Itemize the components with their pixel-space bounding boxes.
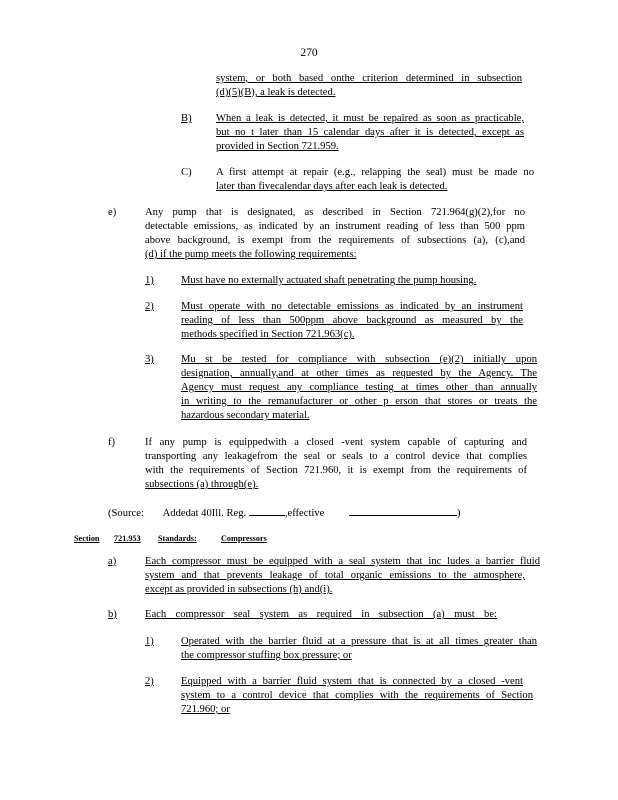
subitem-e3-text (181, 353, 537, 423)
text-line: When a leak is detected, it must be repaired as soon as practicable, (216, 113, 524, 124)
text-line: system to a control device that complies with the requirements of Section (181, 690, 533, 701)
item-a-text (145, 555, 540, 597)
text-line: Agency must request any compliance testing at times other than annually (181, 382, 537, 393)
section-standards: Standards: (158, 534, 197, 543)
text-line: designation, annually,and at other times as requested by the Agency. The (181, 368, 537, 379)
item-label-B: B) (181, 113, 192, 124)
text-line: Mu st be tested for compliance with subsection (e)(2) initially upon (181, 354, 537, 365)
text-line: system and that prevents leakage of total organic emissions to the atmosphere, (145, 570, 525, 581)
item-label-f: f) (108, 437, 116, 448)
text-line: (d)(5)(B), a leak is detected. (216, 87, 336, 98)
text-line: reading of less than 500ppm above background as measured by the (181, 315, 523, 326)
text-line: A first attempt at repair (e.g., relapping the seal) must be made no (216, 167, 534, 178)
text-line: except as provided in subsections (h) and(i). (145, 584, 333, 595)
text-line: provided in Section 721.959. (216, 141, 339, 152)
text-line: subsections (a) through(e). (145, 479, 259, 490)
text-line: the compressor stuffing box pressure; or (181, 650, 352, 661)
subitem-label-e2: 2) (145, 301, 154, 312)
source-blank-effective (349, 505, 457, 516)
item-f-text (145, 436, 527, 492)
text-line: Each compressor seal system as required in subsection (a) must be: (145, 609, 497, 620)
text-line: 721.960; or (181, 704, 230, 715)
page-number: 270 (300, 47, 318, 59)
text-line: Must operate with no detectable emissions as indicated by an instrument (181, 301, 523, 312)
continuation-text (216, 72, 522, 100)
text-line: detectable emissions, as indicated by an instrument reading of less than 500 ppm (145, 221, 525, 232)
subitem-b2-text (181, 675, 533, 717)
item-e-text (145, 206, 525, 262)
text-line: in writing to the remanufacturer or other p erson that stores or treats the (181, 396, 537, 407)
source-blank-date (249, 505, 285, 516)
text-line: Must have no externally actuated shaft penetrating the pump housing. (181, 275, 477, 286)
text-line: If any pump is equippedwith a closed -vent system capable of capturing and (145, 437, 527, 448)
text-line: Equipped with a barrier fluid system that is connected by a closed -vent (181, 676, 523, 687)
source-added: Addedat 40Ill. Reg. (162, 508, 247, 519)
text-line: Any pump that is designated, as described in Section 721.964(g)(2),for no (145, 207, 525, 218)
text-line: transporting any leakagefrom the seal or seals to a control device that complies (145, 451, 527, 462)
source-effective: ,effective (284, 508, 325, 519)
subitem-label-b1: 1) (145, 636, 154, 647)
subitem-e1-text (181, 274, 521, 288)
source-prefix: (Source: (108, 508, 144, 519)
text-line: methods specified in Section 721.963(c). (181, 329, 355, 340)
text-line: (d) if the pump meets the following requirements: (145, 249, 357, 260)
text-line: Operated with the barrier fluid at a pressure that is at all times greater than (181, 636, 537, 647)
item-label-b: b) (108, 609, 117, 620)
item-label-e: e) (108, 207, 117, 218)
text-line: system, or both based onthe criterion determined in subsection (216, 73, 522, 84)
subitem-b1-text (181, 635, 537, 663)
text-line: above background, is exempt from the requirements of subsections (a), (c),and (145, 235, 525, 246)
subitem-label-e3: 3) (145, 354, 154, 365)
item-C-text (216, 166, 534, 194)
text-line: later than fivecalendar days after each leak is detected. (216, 181, 448, 192)
subitem-e2-text (181, 300, 523, 342)
item-B-text (216, 112, 524, 154)
text-line: but no t later than 15 calendar days after it is detected, except as (216, 127, 524, 138)
subitem-label-e1: 1) (145, 275, 154, 286)
source-close: ) (457, 508, 461, 519)
section-title: Compressors (221, 534, 267, 543)
subitem-label-b2: 2) (145, 676, 154, 687)
item-b-text (145, 608, 497, 622)
text-line: hazardous secondary material. (181, 410, 310, 421)
source-note (108, 505, 461, 521)
text-line: Each compressor must be equipped with a seal system that inc ludes a barrier fluid (145, 556, 540, 567)
section-label: Section (74, 534, 100, 543)
section-number: 721.953 (114, 534, 141, 543)
text-line: with the requirements of Section 721.960, it is exempt from the requirements of (145, 465, 527, 476)
item-label-C: C) (181, 167, 192, 178)
item-label-a: a) (108, 556, 117, 567)
